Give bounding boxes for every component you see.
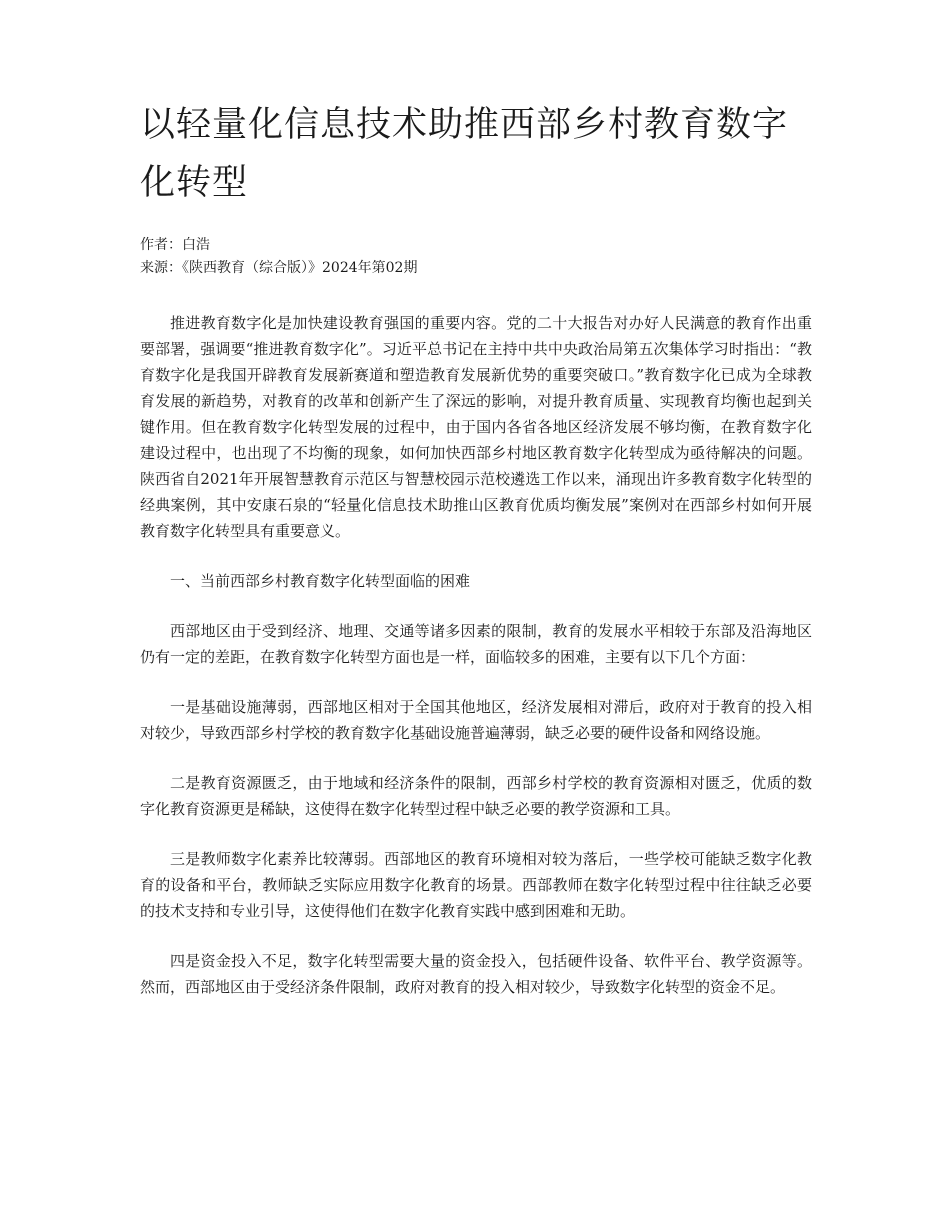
section-heading: 一、当前西部乡村教育数字化转型面临的困难 (170, 572, 471, 590)
article-meta (140, 234, 812, 280)
article-title: 以轻量化信息技术助推西部乡村教育数字化转型 (140, 105, 789, 203)
paragraph-point-2: 二是教育资源匮乏，由于地域和经济条件的限制，西部乡村学校的教育资源相对匮乏，优质的数字化教育资源更是稀缺，这使得在数字化转型过程中缺乏必要的教学资源和工具。 (140, 774, 812, 818)
paragraph-point-4: 四是资金投入不足，数字化转型需要大量的资金投入，包括硬件设备、软件平台、教学资源等。然而，西部地区由于受经济条件限制，政府对教育的投入相对较少，导致数字化转型的资金不足。 (140, 952, 812, 996)
article-body (140, 310, 812, 1000)
source-line: 来源：《陕西教育（综合版）》2024年第02期 (140, 260, 418, 276)
paragraph-point-1: 一是基础设施薄弱，西部地区相对于全国其他地区，经济发展相对滞后，政府对于教育的投入相对较少，导致西部乡村学校的教育数字化基础设施普遍薄弱，缺乏必要的硬件设备和网络设施。 (140, 698, 812, 742)
paragraph-intro: 推进教育数字化是加快建设教育强国的重要内容。党的二十大报告对办好人民满意的教育作出重要部署，强调要“推进教育数字化”。习近平总书记在主持中共中央政治局第五次集体学习时指出：“教育数字化是我国开辟教育发展新赛道和塑造教育发展新优势的重要突破口。”教育数字化已成为全球教育发展的新趋势，对教育的改革和创新产生了深远的影响，对提升教育质量、实现教育均衡也起到关键作用。但在教育数字化转型发展的过程中，由于国内各省各地区经济发展不够均衡，在教育数字化建设过程中，也出现了不均衡的现象，如何加快西部乡村地区教育数字化转型成为亟待解决的问题。陕西省自2021年开展智慧教育示范区与智慧校园示范校遴选工作以来，涌现出许多教育数字化转型的经典案例，其中安康石泉的“轻量化信息技术助推山区教育优质均衡发展”案例对在西部乡村如何开展教育数字化转型具有重要意义。 (140, 314, 812, 540)
document-page (140, 96, 812, 1024)
paragraph-point-3: 三是教师数字化素养比较薄弱。西部地区的教育环境相对较为落后，一些学校可能缺乏数字化教育的设备和平台，教师缺乏实际应用数字化教育的场景。西部教师在数字化转型过程中往往缺乏必要的技术支持和专业引导，这使得他们在数字化教育实践中感到困难和无助。 (140, 850, 812, 920)
author-line: 作者：白浩 (140, 237, 210, 253)
paragraph-overview: 西部地区由于受到经济、地理、交通等诸多因素的限制，教育的发展水平相较于东部及沿海地区仍有一定的差距，在教育数字化转型方面也是一样，面临较多的困难，主要有以下几个方面： (140, 622, 812, 666)
